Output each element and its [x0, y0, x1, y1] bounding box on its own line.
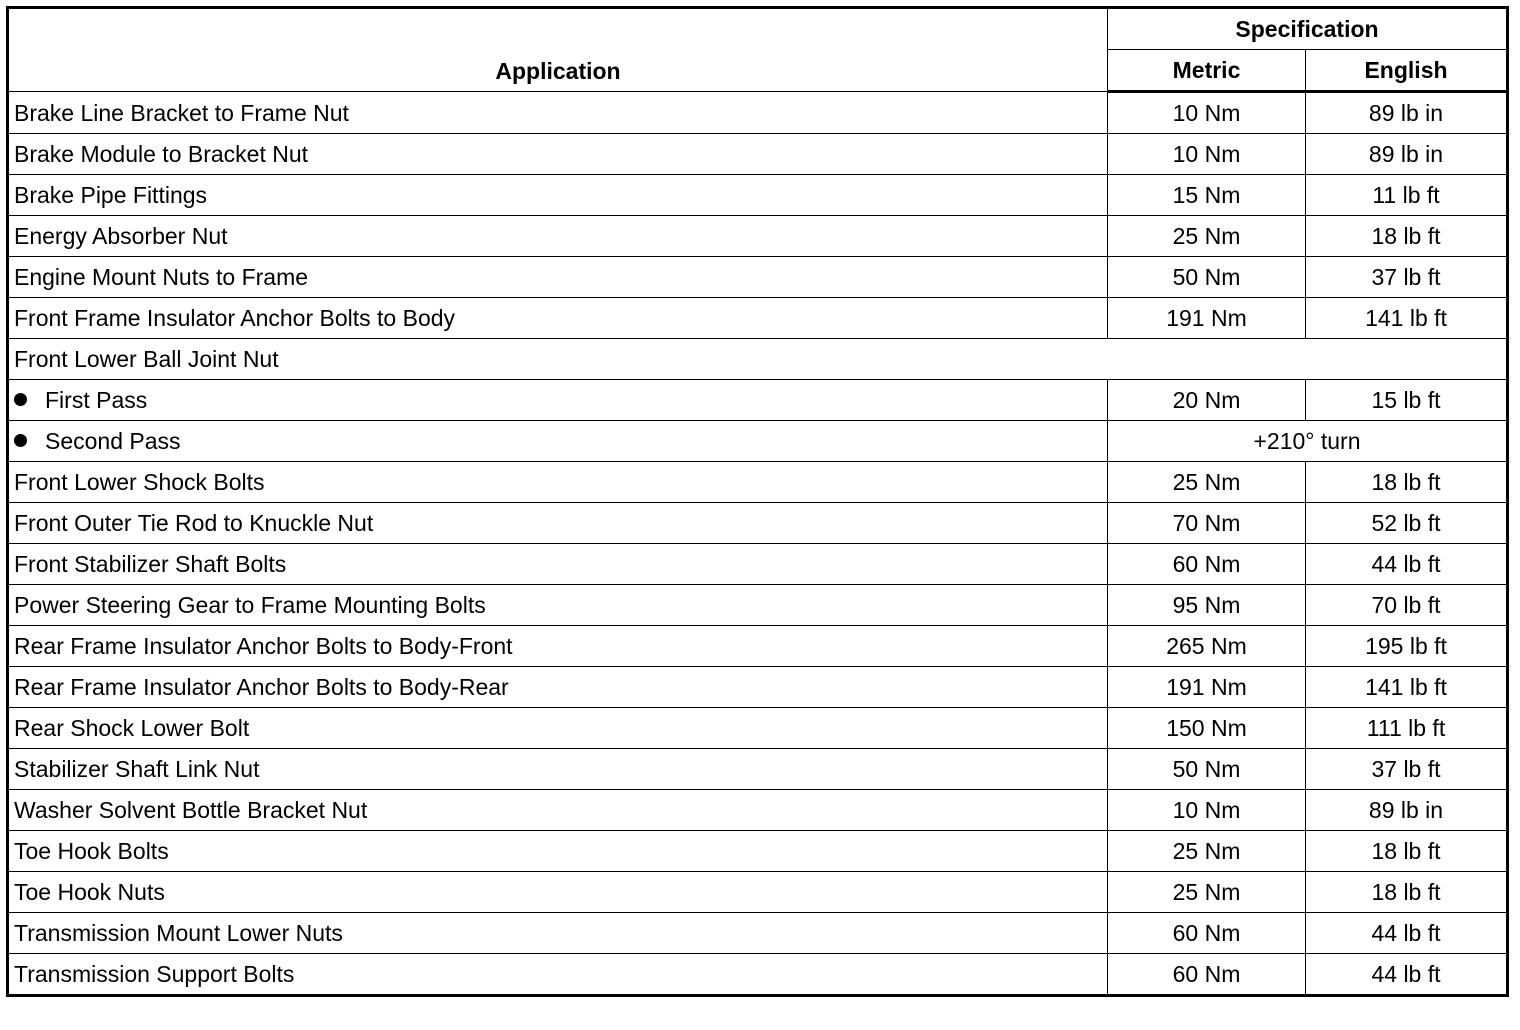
application-label: Front Lower Ball Joint Nut [14, 346, 279, 372]
metric-cell: 191 Nm [1108, 667, 1306, 708]
application-label: Toe Hook Bolts [14, 838, 169, 864]
english-cell: 44 lb ft [1306, 544, 1508, 585]
metric-cell: 50 Nm [1108, 257, 1306, 298]
bullet-icon [14, 434, 27, 447]
metric-cell: 60 Nm [1108, 544, 1306, 585]
table-body [8, 92, 1508, 996]
application-cell [8, 298, 1108, 339]
table-row [8, 831, 1508, 872]
metric-cell: 25 Nm [1108, 216, 1306, 257]
torque-spec-table [6, 6, 1509, 997]
metric-cell: 15 Nm [1108, 175, 1306, 216]
english-cell: 44 lb ft [1306, 954, 1508, 996]
application-cell [8, 462, 1108, 503]
english-cell: 37 lb ft [1306, 749, 1508, 790]
application-label: Brake Line Bracket to Frame Nut [14, 99, 349, 126]
application-label: Brake Module to Bracket Nut [14, 141, 309, 167]
application-label: Front Outer Tie Rod to Knuckle Nut [14, 510, 374, 536]
specification-cell: +210° turn [1108, 421, 1508, 462]
bullet-icon [14, 393, 27, 406]
english-cell: 195 lb ft [1306, 626, 1508, 667]
application-cell [8, 92, 1108, 134]
metric-cell: 95 Nm [1108, 585, 1306, 626]
metric-cell: 10 Nm [1108, 790, 1306, 831]
metric-cell: 50 Nm [1108, 749, 1306, 790]
table-row [8, 380, 1508, 421]
application-label: Rear Frame Insulator Anchor Bolts to Body-Front [14, 633, 513, 659]
application-label: Second Pass [45, 428, 181, 454]
application-cell [8, 749, 1108, 790]
application-cell [8, 626, 1108, 667]
table-row [8, 872, 1508, 913]
table-row [8, 503, 1508, 544]
table-row [8, 298, 1508, 339]
application-cell [8, 913, 1108, 954]
english-cell: 141 lb ft [1306, 298, 1508, 339]
application-cell [8, 872, 1108, 913]
application-cell [8, 831, 1108, 872]
application-label: Front Stabilizer Shaft Bolts [14, 551, 287, 577]
metric-cell: 150 Nm [1108, 708, 1306, 749]
application-cell [8, 175, 1108, 216]
table-row [8, 257, 1508, 298]
english-cell: 18 lb ft [1306, 462, 1508, 503]
english-cell: 52 lb ft [1306, 503, 1508, 544]
application-cell [8, 216, 1108, 257]
metric-cell: 60 Nm [1108, 954, 1306, 996]
application-cell [8, 790, 1108, 831]
table-row [8, 667, 1508, 708]
application-cell [8, 257, 1108, 298]
application-label: Rear Frame Insulator Anchor Bolts to Body-Rear [14, 674, 509, 700]
table-row [8, 954, 1508, 996]
english-cell: 89 lb in [1306, 134, 1508, 175]
table-row [8, 749, 1508, 790]
table-row [8, 462, 1508, 503]
application-label: Engine Mount Nuts to Frame [14, 264, 309, 290]
application-label: First Pass [45, 387, 148, 413]
application-cell [8, 667, 1108, 708]
application-label: Stabilizer Shaft Link Nut [14, 756, 260, 782]
application-cell [8, 708, 1108, 749]
table-row [8, 790, 1508, 831]
metric-cell: 265 Nm [1108, 626, 1306, 667]
table-row [8, 421, 1508, 462]
metric-cell: 25 Nm [1108, 872, 1306, 913]
spec-table-container [6, 6, 1509, 997]
table-row [8, 216, 1508, 257]
english-cell: 89 lb in [1306, 790, 1508, 831]
table-row [8, 134, 1508, 175]
english-cell: 141 lb ft [1306, 667, 1508, 708]
metric-header: Metric [1108, 50, 1306, 92]
metric-cell: 25 Nm [1108, 462, 1306, 503]
english-cell: 18 lb ft [1306, 831, 1508, 872]
english-cell: 11 lb ft [1306, 175, 1508, 216]
application-cell [8, 380, 1108, 421]
application-label: Brake Pipe Fittings [14, 182, 208, 208]
english-header: English [1306, 50, 1508, 92]
application-label: Front Frame Insulator Anchor Bolts to Body [14, 305, 456, 331]
application-cell [8, 421, 1108, 462]
metric-cell: 70 Nm [1108, 503, 1306, 544]
english-cell: 37 lb ft [1306, 257, 1508, 298]
table-row [8, 339, 1508, 380]
table-row [8, 92, 1508, 134]
table-row [8, 708, 1508, 749]
specification-header: Specification [1108, 8, 1508, 50]
application-cell [8, 585, 1108, 626]
table-row [8, 585, 1508, 626]
application-label: Energy Absorber Nut [14, 223, 228, 249]
application-label: Toe Hook Nuts [14, 879, 165, 905]
metric-cell: 191 Nm [1108, 298, 1306, 339]
application-cell [8, 954, 1108, 996]
english-cell: 15 lb ft [1306, 380, 1508, 421]
english-cell: 89 lb in [1306, 92, 1508, 134]
english-cell: 70 lb ft [1306, 585, 1508, 626]
metric-cell: 10 Nm [1108, 134, 1306, 175]
table-row [8, 913, 1508, 954]
application-label: Transmission Mount Lower Nuts [14, 920, 343, 946]
application-cell [8, 134, 1108, 175]
application-label: Rear Shock Lower Bolt [14, 715, 250, 741]
application-cell [8, 503, 1108, 544]
application-label: Transmission Support Bolts [14, 961, 295, 987]
metric-cell: 20 Nm [1108, 380, 1306, 421]
english-cell: 111 lb ft [1306, 708, 1508, 749]
metric-cell: 60 Nm [1108, 913, 1306, 954]
english-cell: 18 lb ft [1306, 216, 1508, 257]
application-cell [8, 339, 1508, 380]
table-row [8, 175, 1508, 216]
metric-cell: 25 Nm [1108, 831, 1306, 872]
application-cell [8, 544, 1108, 585]
application-label: Power Steering Gear to Frame Mounting Bolts [14, 592, 486, 618]
table-row [8, 626, 1508, 667]
application-label: Washer Solvent Bottle Bracket Nut [14, 797, 368, 823]
table-header [8, 8, 1508, 92]
application-label: Front Lower Shock Bolts [14, 469, 265, 495]
metric-cell: 10 Nm [1108, 92, 1306, 134]
english-cell: 44 lb ft [1306, 913, 1508, 954]
application-header: Application [8, 8, 1108, 92]
english-cell: 18 lb ft [1306, 872, 1508, 913]
table-row [8, 544, 1508, 585]
